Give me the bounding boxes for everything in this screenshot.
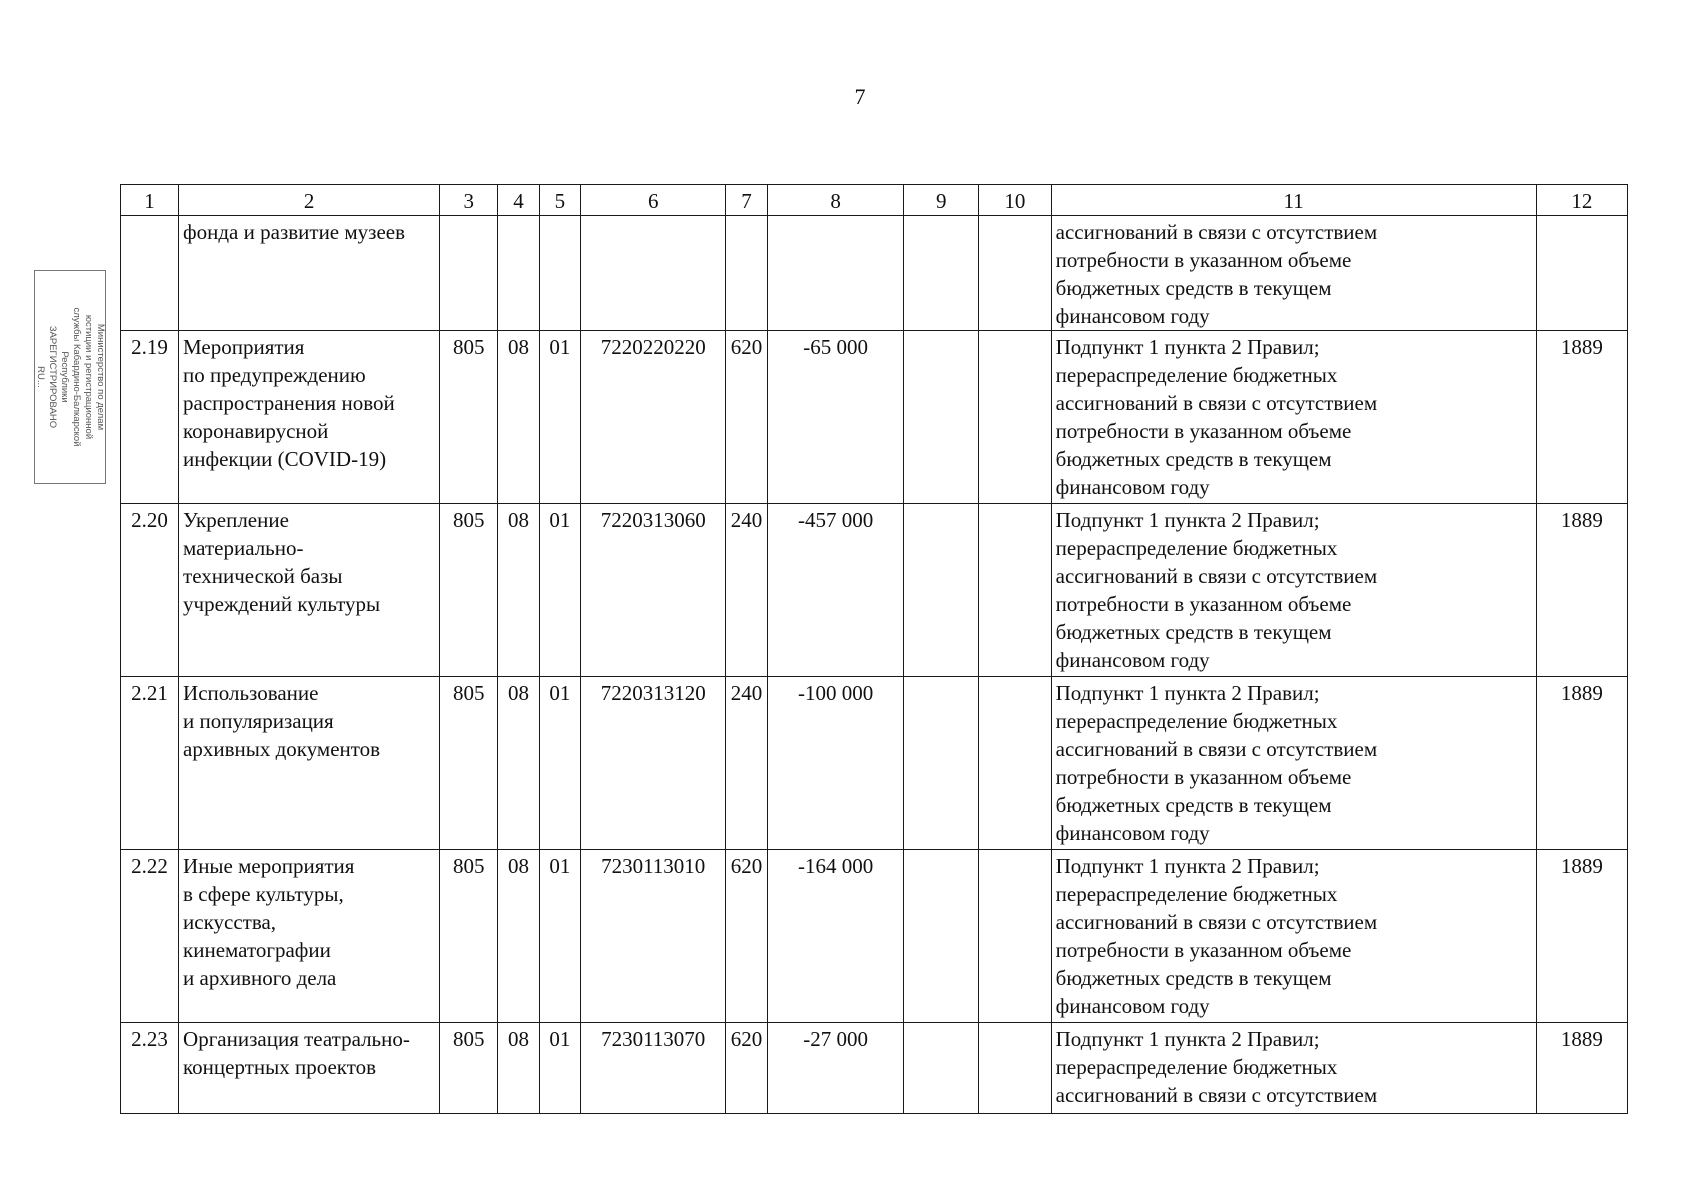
row-basis: ассигнований в связи с отсутствием потребности в указанном объеме бюджетных средств в текущем финансовом году	[1051, 216, 1536, 331]
cell-col4: 08	[498, 1023, 539, 1114]
table-row	[121, 677, 1628, 850]
row-name: Организация театрально- концертных проектов	[179, 1023, 440, 1114]
cell-col5: 01	[539, 504, 580, 677]
row-basis: Подпункт 1 пункта 2 Правил; перераспределение бюджетных ассигнований в связи с отсутствием	[1051, 1023, 1536, 1114]
row-name: Использование и популяризация архивных документов	[179, 677, 440, 850]
row-name: Иные мероприятия в сфере культуры, искусства, кинематографии и архивного дела	[179, 850, 440, 1023]
page-number: 7	[854, 84, 866, 109]
cell-col10	[979, 677, 1052, 850]
cell-col10	[979, 331, 1052, 504]
cell-col5: 01	[539, 677, 580, 850]
column-header: 10	[979, 185, 1052, 216]
table-row	[121, 216, 1628, 331]
cell-col7: 240	[726, 504, 767, 677]
row-name: Укрепление материально- технической базы учреждений культуры	[179, 504, 440, 677]
cell-col6	[581, 216, 726, 331]
cell-col9	[904, 850, 979, 1023]
row-basis: Подпункт 1 пункта 2 Правил; перераспределение бюджетных ассигнований в связи с отсутствием потребности в указанном объеме бюджетных средств в текущем финансовом году	[1051, 504, 1536, 677]
column-header: 8	[767, 185, 904, 216]
cell-col10	[979, 1023, 1052, 1114]
cell-col4: 08	[498, 850, 539, 1023]
column-header: 9	[904, 185, 979, 216]
cell-col8: -27 000	[767, 1023, 904, 1114]
row-number: 2.23	[121, 1023, 179, 1114]
cell-col4: 08	[498, 331, 539, 504]
cell-col7: 240	[726, 677, 767, 850]
table-row	[121, 504, 1628, 677]
column-header: 12	[1536, 185, 1627, 216]
column-header: 7	[726, 185, 767, 216]
row-number: 2.22	[121, 850, 179, 1023]
cell-col8: -164 000	[767, 850, 904, 1023]
cell-col3	[440, 216, 498, 331]
budget-table	[120, 184, 1628, 1114]
row-number: 2.21	[121, 677, 179, 850]
cell-col7: 620	[726, 1023, 767, 1114]
cell-col4	[498, 216, 539, 331]
row-basis: Подпункт 1 пункта 2 Правил; перераспределение бюджетных ассигнований в связи с отсутствием потребности в указанном объеме бюджетных средств в текущем финансовом году	[1051, 331, 1536, 504]
cell-col8: -65 000	[767, 331, 904, 504]
cell-col7: 620	[726, 850, 767, 1023]
column-header: 6	[581, 185, 726, 216]
cell-col3: 805	[440, 504, 498, 677]
cell-col6: 7220220220	[581, 331, 726, 504]
cell-col9	[904, 1023, 979, 1114]
registration-stamp-text: Министерство по делам юстиции и регистрационной службы Кабардино-Балкарской Республики ЗАРЕГИСТРИРОВАНО RU...	[35, 307, 106, 447]
row-number: 2.19	[121, 331, 179, 504]
cell-col8	[767, 216, 904, 331]
registration-stamp	[34, 270, 106, 484]
row-number: 2.20	[121, 504, 179, 677]
cell-col12: 1889	[1536, 504, 1627, 677]
cell-col10	[979, 850, 1052, 1023]
cell-col7: 620	[726, 331, 767, 504]
row-name: фонда и развитие музеев	[179, 216, 440, 331]
row-name: Мероприятия по предупреждению распространения новой коронавирусной инфекции (COVID-19)	[179, 331, 440, 504]
cell-col3: 805	[440, 850, 498, 1023]
cell-col6: 7220313120	[581, 677, 726, 850]
cell-col12	[1536, 216, 1627, 331]
cell-col5: 01	[539, 331, 580, 504]
cell-col6: 7230113070	[581, 1023, 726, 1114]
cell-col9	[904, 504, 979, 677]
cell-col5: 01	[539, 850, 580, 1023]
cell-col6: 7230113010	[581, 850, 726, 1023]
column-header: 4	[498, 185, 539, 216]
cell-col12: 1889	[1536, 331, 1627, 504]
cell-col3: 805	[440, 331, 498, 504]
cell-col8: -100 000	[767, 677, 904, 850]
row-basis: Подпункт 1 пункта 2 Правил; перераспределение бюджетных ассигнований в связи с отсутствием потребности в указанном объеме бюджетных средств в текущем финансовом году	[1051, 677, 1536, 850]
column-header: 11	[1051, 185, 1536, 216]
cell-col8: -457 000	[767, 504, 904, 677]
cell-col9	[904, 331, 979, 504]
cell-col3: 805	[440, 1023, 498, 1114]
cell-col4: 08	[498, 677, 539, 850]
column-header: 2	[179, 185, 440, 216]
column-header: 5	[539, 185, 580, 216]
cell-col12: 1889	[1536, 677, 1627, 850]
cell-col3: 805	[440, 677, 498, 850]
cell-col12: 1889	[1536, 1023, 1627, 1114]
column-header: 3	[440, 185, 498, 216]
table-row	[121, 1023, 1628, 1114]
table-row	[121, 331, 1628, 504]
cell-col9	[904, 677, 979, 850]
cell-col12: 1889	[1536, 850, 1627, 1023]
cell-col5	[539, 216, 580, 331]
cell-col10	[979, 216, 1052, 331]
cell-col7	[726, 216, 767, 331]
row-number	[121, 216, 179, 331]
row-basis: Подпункт 1 пункта 2 Правил; перераспределение бюджетных ассигнований в связи с отсутствием потребности в указанном объеме бюджетных средств в текущем финансовом году	[1051, 850, 1536, 1023]
column-header: 1	[121, 185, 179, 216]
table-row	[121, 850, 1628, 1023]
table-header-row	[121, 185, 1628, 216]
cell-col4: 08	[498, 504, 539, 677]
cell-col10	[979, 504, 1052, 677]
cell-col5: 01	[539, 1023, 580, 1114]
cell-col6: 7220313060	[581, 504, 726, 677]
cell-col9	[904, 216, 979, 331]
